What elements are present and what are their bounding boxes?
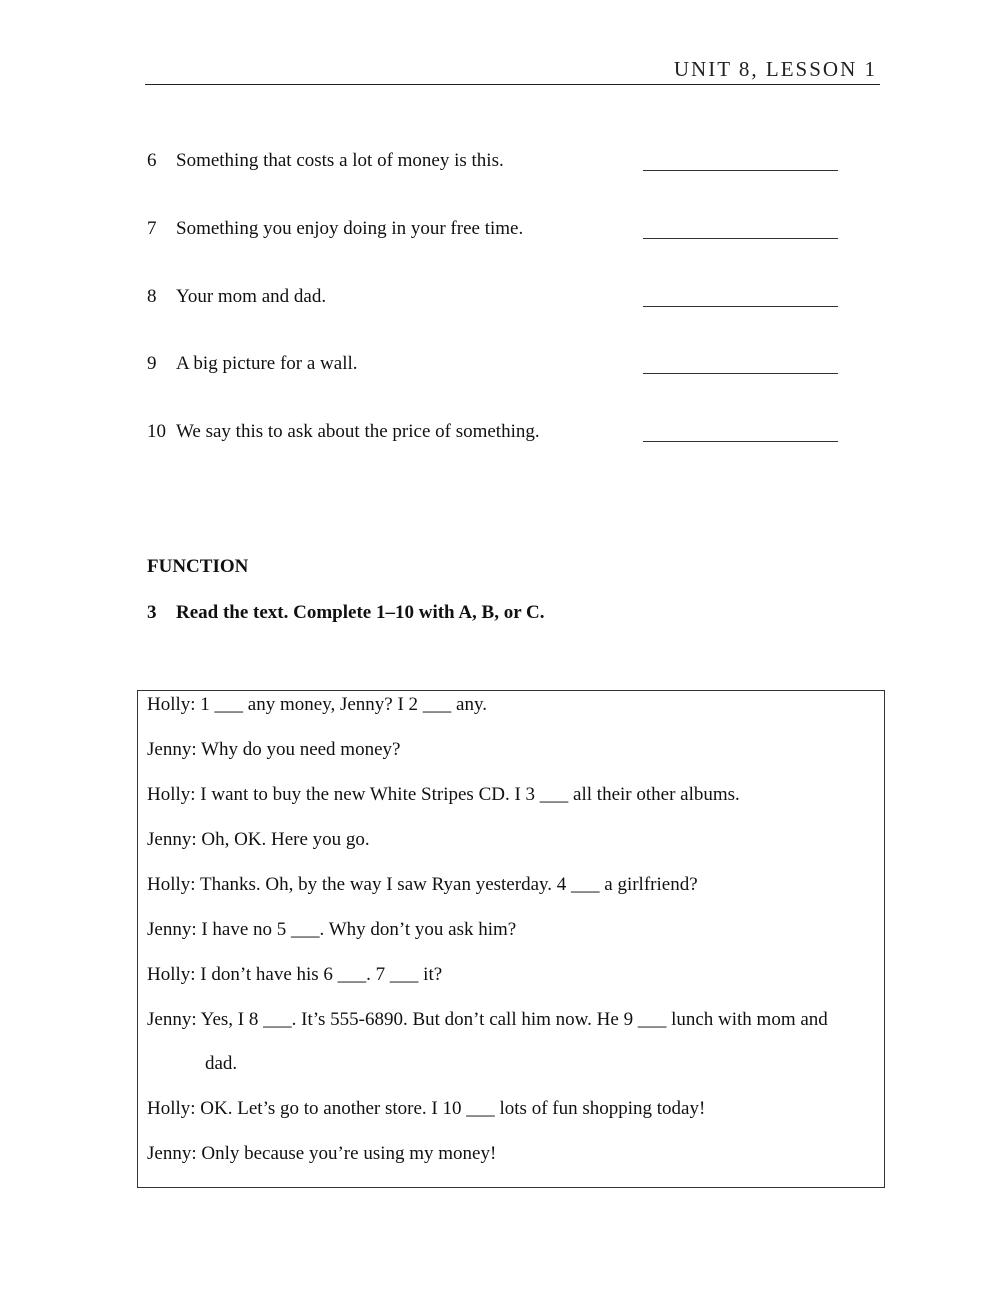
dialog-line: Holly: I want to buy the new White Stripes CD. I 3 ___ all their other albums. xyxy=(147,784,740,805)
question-item xyxy=(147,150,847,180)
dialog-line: Jenny: Why do you need money? xyxy=(147,739,401,760)
dialog-line: Jenny: Yes, I 8 ___. It’s 555-6890. But don’t call him now. He 9 ___ lunch with mom and xyxy=(147,1009,828,1030)
dialog-line: Holly: OK. Let’s go to another store. I 10 ___ lots of fun shopping today! xyxy=(147,1098,706,1119)
dialog-line: Holly: 1 ___ any money, Jenny? I 2 ___ any. xyxy=(147,694,488,715)
dialog-line: Jenny: I have no 5 ___. Why don’t you ask him? xyxy=(147,919,517,940)
exercise-instruction-text: Read the text. Complete 1–10 with A, B, or C. xyxy=(176,602,545,623)
question-number: 9 xyxy=(147,353,157,374)
dialog-line: Jenny: Only because you’re using my money! xyxy=(147,1143,497,1164)
answer-blank[interactable] xyxy=(643,306,838,307)
question-number: 6 xyxy=(147,150,157,171)
question-text: Something you enjoy doing in your free time. xyxy=(176,218,524,239)
question-number: 7 xyxy=(147,218,157,239)
header-divider xyxy=(145,84,880,85)
question-text: Your mom and dad. xyxy=(176,286,327,307)
dialog-line: Holly: Thanks. Oh, by the way I saw Ryan yesterday. 4 ___ a girlfriend? xyxy=(147,874,698,895)
dialog-line: Jenny: Oh, OK. Here you go. xyxy=(147,829,370,850)
question-text: A big picture for a wall. xyxy=(176,353,358,374)
question-item xyxy=(147,218,847,248)
answer-blank[interactable] xyxy=(643,238,838,239)
question-number: 8 xyxy=(147,286,157,307)
dialog-box xyxy=(137,690,885,1188)
question-item xyxy=(147,353,847,383)
section-heading: FUNCTION xyxy=(147,556,249,577)
answer-blank[interactable] xyxy=(643,441,838,442)
unit-lesson-title: UNIT 8, LESSON 1 xyxy=(673,57,877,81)
answer-blank[interactable] xyxy=(643,373,838,374)
dialog-line: Holly: I don’t have his 6 ___. 7 ___ it? xyxy=(147,964,443,985)
exercise-number: 3 xyxy=(147,602,157,623)
question-item xyxy=(147,421,847,451)
question-number: 10 xyxy=(147,421,166,442)
question-text: Something that costs a lot of money is this. xyxy=(176,150,504,171)
question-item xyxy=(147,286,847,316)
answer-blank[interactable] xyxy=(643,170,838,171)
dialog-line-continuation: dad. xyxy=(205,1053,238,1074)
exercise-instruction xyxy=(147,602,545,624)
question-text: We say this to ask about the price of something. xyxy=(176,421,540,442)
